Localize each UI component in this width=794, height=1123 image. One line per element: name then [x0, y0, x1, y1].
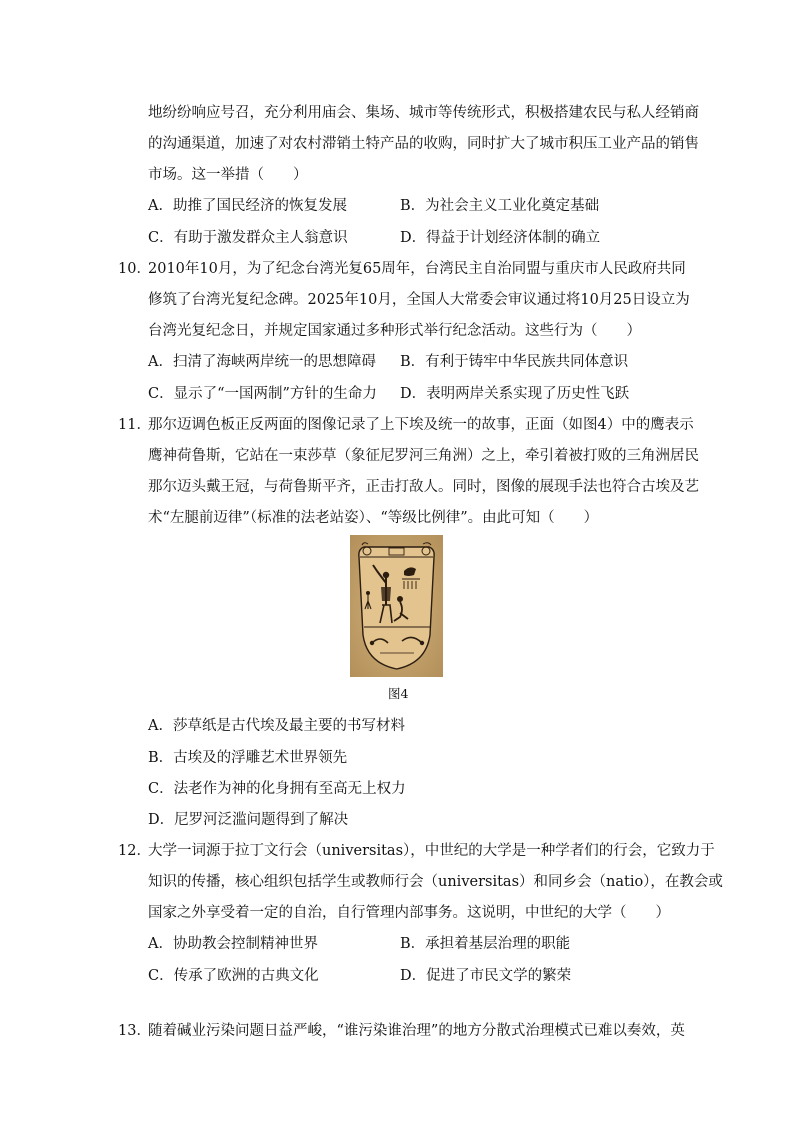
q9-line-1: 地纷纷响应号召，充分利用庙会、集场、城市等传统形式，积极搭建农民与私人经销商: [148, 105, 699, 121]
q9-line-2: 的沟通渠道，加速了对农村滞销土特产品的收购，同时扩大了城市积压工业产品的销售: [148, 136, 699, 152]
q9-option-c: C．有助于激发群众主人翁意识: [148, 230, 348, 246]
q12-option-b: B．承担着基层治理的职能: [400, 936, 571, 952]
q9-line-3: 市场。这一举措（ ）: [148, 167, 308, 183]
q10-option-b: B．有利于铸牢中华民族共同体意识: [400, 354, 629, 370]
q10-number: 10．: [118, 261, 151, 277]
q10-option-d: D．表明两岸关系实现了历史性飞跃: [400, 386, 630, 402]
q9-option-b: B．为社会主义工业化奠定基础: [400, 198, 600, 214]
q11-line-4: 术“左腿前迈律”（标准的法老站姿）、“等级比例律”。由此可知（ ）: [148, 510, 599, 526]
q11-option-b: B．古埃及的浮雕艺术世界领先: [148, 750, 348, 766]
q10-option-c: C．显示了“一国两制”方针的生命力: [148, 386, 377, 402]
narmer-palette-image: [350, 535, 443, 677]
q13-line-1: 随着碱业污染问题日益严峻，“谁污染谁治理”的地方分散式治理模式已难以奏效，英: [148, 1023, 685, 1039]
q12-number: 12．: [118, 843, 151, 859]
q9-option-a: A．助推了国民经济的恢复发展: [148, 198, 347, 214]
q9-option-d: D．得益于计划经济体制的确立: [400, 230, 601, 246]
q12-line-2: 知识的传播，核心组织包括学生或教师行会（universitas）和同乡会（natio），在教会或: [148, 874, 723, 890]
q13-number: 13．: [118, 1023, 151, 1039]
q10-line-3: 台湾光复纪念日，并规定国家通过多种形式举行纪念活动。这些行为（ ）: [148, 323, 641, 339]
q12-option-a: A．协助教会控制精神世界: [148, 936, 318, 952]
q12-line-1: 大学一词源于拉丁文行会（universitas），中世纪的大学是一种学者们的行会，它致力于: [148, 843, 715, 859]
q11-option-c: C．法老作为神的化身拥有至高无上权力: [148, 781, 406, 797]
figure-caption: 图4: [388, 686, 409, 701]
q10-line-1: 2010年10月，为了纪念台湾光复65周年，台湾民主自治同盟与重庆市人民政府共同: [148, 261, 686, 277]
q12-option-c: C．传承了欧洲的古典文化: [148, 968, 319, 984]
q10-option-a: A．扫清了海峡两岸统一的思想障碍: [148, 354, 376, 370]
q11-option-a: A．莎草纸是古代埃及最主要的书写材料: [148, 718, 405, 734]
q10-line-2: 修筑了台湾光复纪念碑。2025年10月，全国人大常委会审议通过将10月25日设立为: [148, 292, 690, 308]
q11-line-1: 那尔迈调色板正反两面的图像记录了上下埃及统一的故事，正面（如图4）中的鹰表示: [148, 417, 694, 433]
q11-option-d: D．尼罗河泛滥问题得到了解决: [148, 812, 349, 828]
q11-line-2: 鹰神荷鲁斯，它站在一束莎草（象征尼罗河三角洲）之上，牵引着被打败的三角洲居民: [148, 448, 699, 464]
q11-number: 11．: [118, 417, 151, 433]
q12-option-d: D．促进了市民文学的繁荣: [400, 968, 572, 984]
q12-line-3: 国家之外享受着一定的自治，自行管理内部事务。这说明，中世纪的大学（ ）: [148, 905, 670, 921]
q11-line-3: 那尔迈头戴王冠，与荷鲁斯平齐，正击打敌人。同时，图像的展现手法也符合古埃及艺: [148, 479, 699, 495]
